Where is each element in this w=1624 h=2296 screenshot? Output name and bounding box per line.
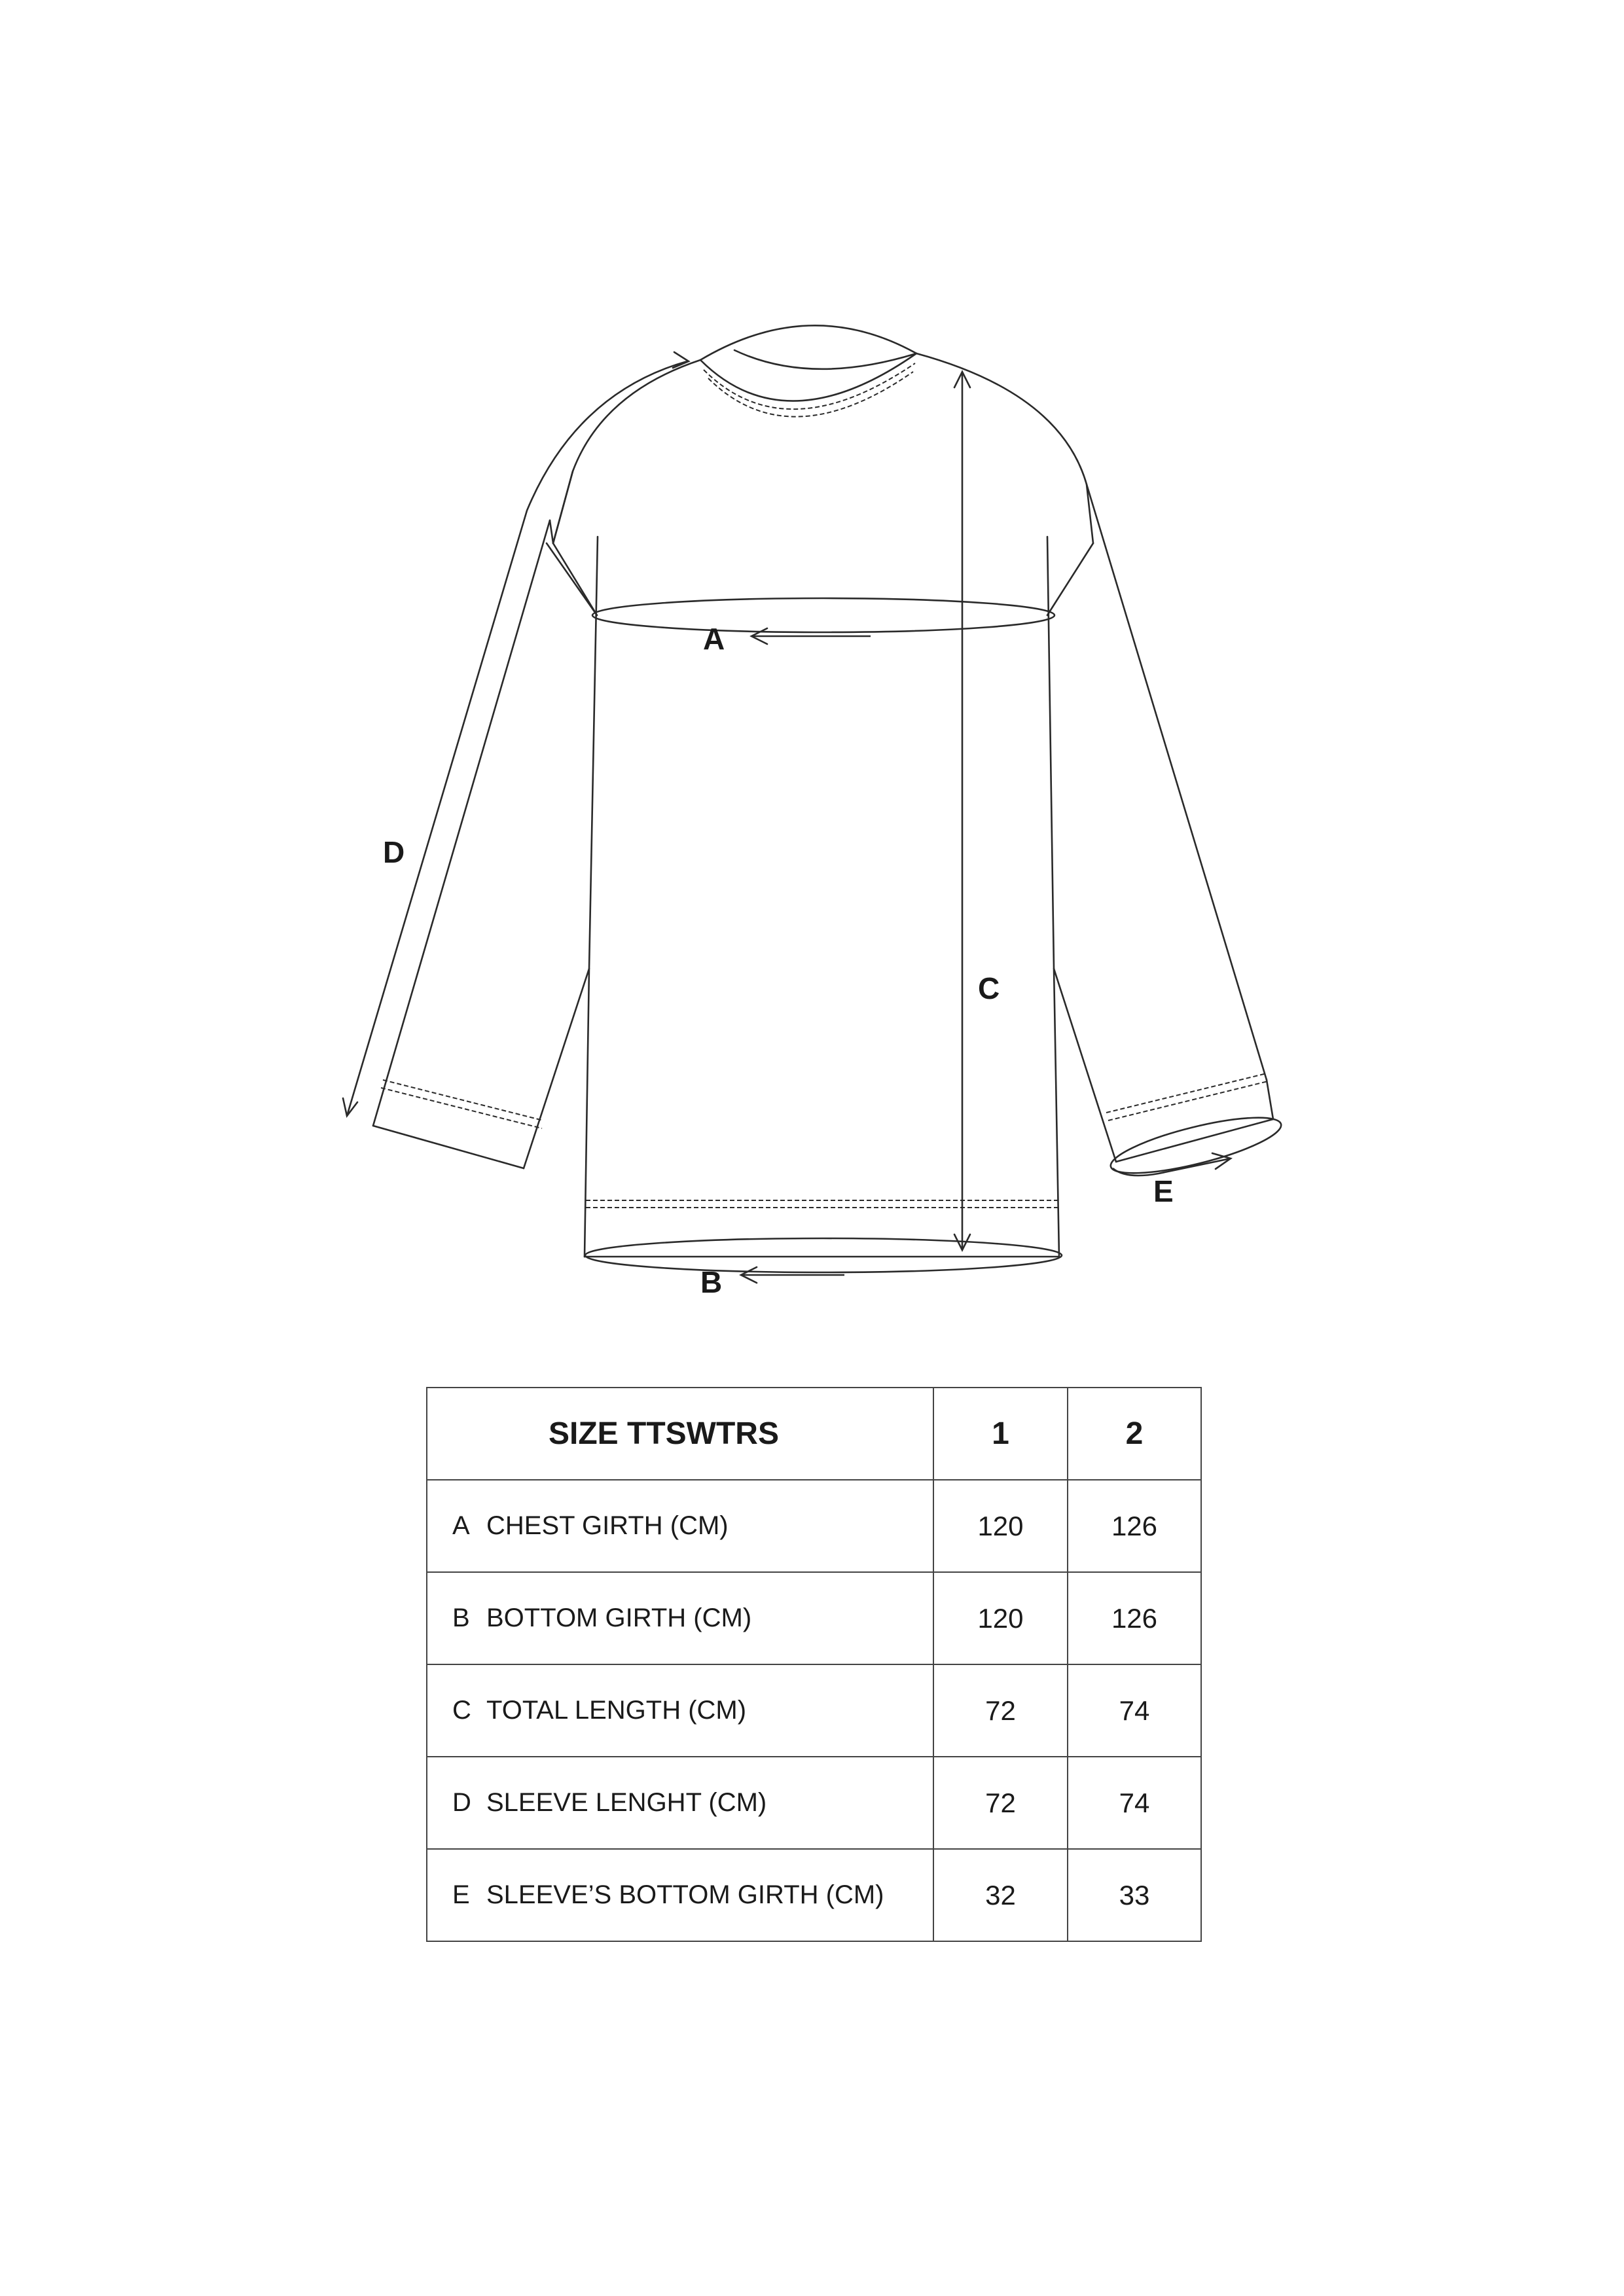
size-2-header: 2 <box>1068 1388 1201 1480</box>
row-letter: C <box>452 1696 471 1725</box>
row-name: BOTTOM GIRTH (CM) <box>486 1604 752 1632</box>
size-1-value: 120 <box>933 1572 1068 1664</box>
table-row <box>427 1849 1201 1941</box>
row-letter: E <box>452 1880 470 1909</box>
size-1-value: 32 <box>933 1849 1068 1941</box>
row-label <box>427 1572 933 1664</box>
size-1-value: 72 <box>933 1757 1068 1849</box>
label-a: A <box>703 622 725 656</box>
right-sleeve <box>1054 484 1273 1162</box>
row-label <box>427 1849 933 1941</box>
body <box>547 353 1093 1257</box>
row-name: SLEEVE LENGHT (CM) <box>486 1788 767 1817</box>
table-row <box>427 1572 1201 1664</box>
label-c: C <box>978 971 1000 1005</box>
row-name: CHEST GIRTH (CM) <box>486 1511 729 1540</box>
label-e: E <box>1153 1174 1174 1208</box>
collar <box>700 325 916 416</box>
size-1-value: 72 <box>933 1664 1068 1757</box>
size-table <box>426 1387 1202 1942</box>
row-letter: B <box>452 1604 470 1632</box>
label-d: D <box>383 835 405 869</box>
table-title: SIZE TTSWTRS <box>427 1388 933 1480</box>
table-row <box>427 1480 1201 1572</box>
measure-a <box>592 598 1055 656</box>
label-b: B <box>700 1265 723 1299</box>
size-2-value: 74 <box>1068 1664 1201 1757</box>
measure-b <box>585 1238 1062 1299</box>
size-1-value: 120 <box>933 1480 1068 1572</box>
measure-c <box>954 372 1000 1250</box>
row-letter: A <box>452 1511 470 1540</box>
row-label <box>427 1480 933 1572</box>
row-label <box>427 1757 933 1849</box>
size-2-value: 74 <box>1068 1757 1201 1849</box>
table-row <box>427 1757 1201 1849</box>
size-2-value: 126 <box>1068 1572 1201 1664</box>
table-header-row <box>427 1388 1201 1480</box>
size-2-value: 126 <box>1068 1480 1201 1572</box>
size-1-header: 1 <box>933 1388 1068 1480</box>
row-label <box>427 1664 933 1757</box>
measure-d <box>343 352 689 1116</box>
row-letter: D <box>452 1788 471 1817</box>
left-sleeve <box>373 471 597 1168</box>
row-name: TOTAL LENGTH (CM) <box>486 1696 747 1725</box>
table-row <box>427 1664 1201 1757</box>
size-2-value: 33 <box>1068 1849 1201 1941</box>
row-name: SLEEVE’S BOTTOM GIRTH (CM) <box>486 1880 884 1909</box>
